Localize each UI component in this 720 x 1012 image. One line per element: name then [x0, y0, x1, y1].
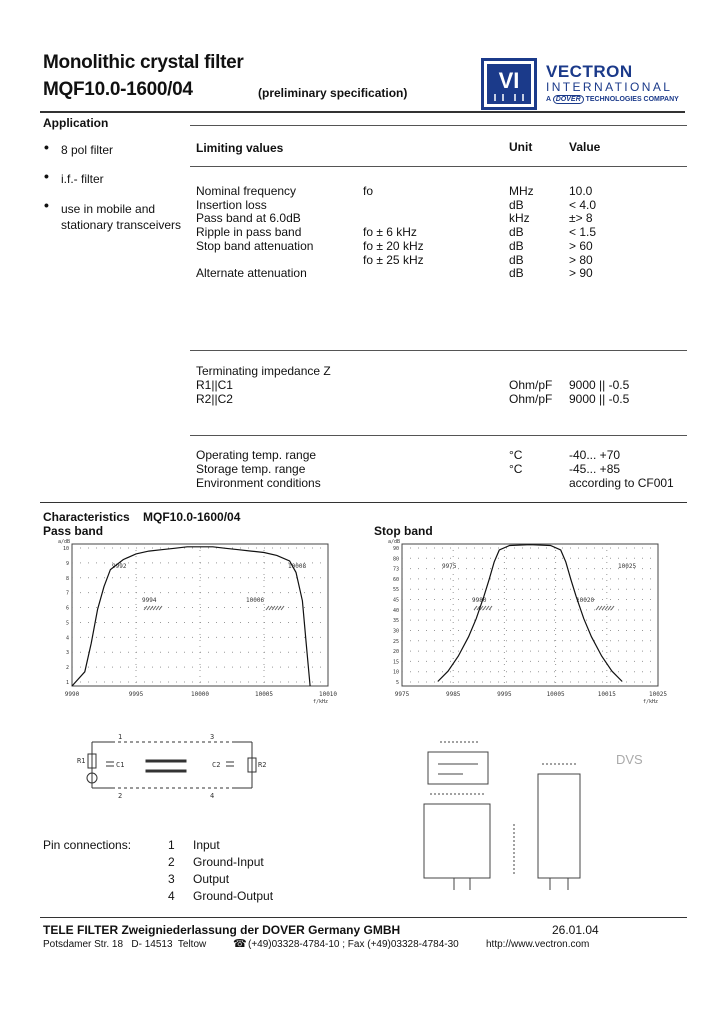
package-drawing [418, 734, 598, 894]
temp-row-0-unit: °C [509, 448, 523, 462]
y-tick-label: 30 [392, 628, 399, 635]
limit-row-cond: fo ± 6 kHz [363, 225, 417, 240]
package-marking: DVS [616, 752, 643, 767]
limits-header-rule [190, 166, 687, 167]
limits-header-value: Value [569, 140, 601, 154]
hatch-stroke [159, 606, 162, 610]
bullet: • [44, 139, 49, 155]
x-tick-label: 9995 [497, 691, 512, 698]
limit-row-name: Alternate attenuation [196, 266, 307, 281]
y-axis-label: a/dB [57, 539, 70, 545]
limit-row-value: < 4.0 [569, 197, 597, 212]
brand-tagline-prefix: A [546, 96, 551, 103]
temp-row-1-name: Storage temp. range [196, 462, 306, 476]
chart-annotation: 10008 [288, 563, 307, 570]
limit-row-unit: kHz [509, 211, 530, 226]
temp-row-0-value: -40... +70 [569, 448, 621, 462]
chart-annotation: 10006 [246, 597, 265, 604]
footer-rule [40, 917, 687, 918]
limit-row-value: < 1.5 [569, 225, 597, 240]
hatch-stroke [156, 606, 159, 610]
impedance-r1-unit: Ohm/pF [509, 378, 553, 392]
brand-tagline-suffix: TECHNOLOGIES COMPANY [585, 96, 679, 103]
hatch-stroke [605, 606, 608, 610]
limit-row-unit: dB [509, 197, 524, 212]
stopband-chart [372, 536, 682, 708]
limit-row-name: Insertion loss [196, 197, 267, 212]
bullet: • [44, 197, 49, 213]
phone-icon: ☎ [233, 938, 247, 950]
response-curve [72, 547, 310, 686]
hatch-stroke [153, 606, 156, 610]
circuit-diagram [72, 732, 272, 798]
limit-row-name: Pass band at 6.0dB [196, 211, 301, 226]
circuit-pin3-label: 3 [210, 733, 215, 741]
application-item: use in mobile and [61, 202, 156, 216]
y-tick-label: 73 [392, 566, 399, 573]
document-title: Monolithic crystal filter [43, 52, 244, 73]
passband-chart [42, 536, 352, 708]
y-tick-label: 5 [395, 680, 399, 686]
package-top-view [428, 752, 488, 784]
y-tick-label: 3 [65, 650, 69, 657]
y-tick-label: 10 [62, 546, 69, 552]
hatch-stroke [596, 606, 599, 610]
header-divider [40, 111, 685, 113]
logo-letters: VI [498, 68, 520, 93]
vectron-logo-mark [481, 58, 537, 110]
circuit-r1-label: R1 [77, 757, 86, 765]
x-tick-label: 9995 [128, 691, 144, 698]
application-item: stationary transceivers [61, 218, 182, 232]
temps-rule [190, 435, 687, 436]
y-tick-label: 90 [392, 546, 399, 552]
y-tick-label: 25 [392, 638, 399, 645]
limit-row-value: > 90 [569, 266, 593, 281]
pin-number: 4 [168, 889, 175, 903]
hatch-stroke [281, 606, 284, 610]
y-tick-label: 9 [65, 560, 69, 567]
y-tick-label: 4 [65, 635, 69, 642]
limit-row-unit: dB [509, 252, 524, 267]
chart-annotation: 9994 [142, 597, 157, 604]
x-tick-label: 9985 [445, 691, 461, 698]
limit-row-cond: fo ± 20 kHz [363, 238, 424, 253]
x-tick-label: 10010 [318, 691, 338, 698]
y-tick-label: 1 [65, 680, 69, 686]
limit-row-name: Ripple in pass band [196, 225, 302, 240]
pin-number: 3 [168, 872, 175, 886]
impedance-r2-value: 9000 || -0.5 [569, 392, 630, 406]
y-tick-label: 35 [392, 618, 399, 625]
limit-row-value: > 60 [569, 238, 593, 253]
chart-annotation: 10025 [618, 563, 637, 570]
y-tick-label: 8 [65, 575, 69, 582]
y-tick-label: 45 [392, 597, 399, 604]
chart-annotation: 9992 [112, 563, 127, 570]
y-tick-label: 6 [65, 605, 69, 612]
vectron-logo [481, 58, 537, 110]
hatch-stroke [275, 606, 278, 610]
characteristics-rule [40, 502, 687, 503]
limit-row-name: Stop band attenuation [196, 238, 314, 253]
x-tick-label: 10005 [546, 691, 565, 698]
limit-row-unit: dB [509, 238, 524, 253]
limit-row-unit: dB [509, 225, 524, 240]
crystal-electrode [146, 760, 186, 762]
x-tick-label: 10000 [190, 691, 210, 698]
limit-row-value: > 80 [569, 252, 593, 267]
part-number: MQF10.0-1600/04 [43, 79, 193, 100]
chart-annotation: 10020 [576, 597, 595, 604]
y-tick-label: 40 [392, 607, 399, 614]
hatch-stroke [611, 606, 614, 610]
limit-row-unit: MHz [509, 184, 534, 198]
y-tick-label: 55 [392, 587, 399, 594]
impedance-r1-name: R1||C1 [196, 378, 233, 392]
x-tick-label: 10015 [597, 691, 616, 698]
y-tick-label: 20 [392, 649, 399, 656]
footer-date: 26.01.04 [552, 923, 599, 937]
preliminary-note: (preliminary specification) [258, 86, 408, 100]
hatch-stroke [266, 606, 269, 610]
temp-row-1-unit: °C [509, 462, 523, 476]
crystal-electrode [146, 770, 186, 772]
limit-row-cond: fo ± 25 kHz [363, 252, 424, 267]
limits-header-unit: Unit [509, 140, 533, 154]
circuit-pin4-label: 4 [210, 792, 215, 798]
x-axis-label: f/kHz [312, 699, 328, 705]
y-axis-label: a/dB [387, 539, 400, 545]
impedance-r1-value: 9000 || -0.5 [569, 378, 630, 392]
hatch-stroke [474, 606, 477, 610]
circuit-pin1-label: 1 [118, 733, 123, 741]
hatch-stroke [269, 606, 272, 610]
hatch-stroke [602, 606, 605, 610]
pin-name: Ground-Output [193, 889, 274, 903]
hatch-stroke [486, 606, 489, 610]
footer-company: TELE FILTER Zweigniederlassung der DOVER Germany GMBH [43, 923, 401, 937]
limit-row-value: ±> 8 [569, 211, 593, 226]
brand-tagline [546, 96, 679, 103]
temp-row-1-value: -45... +85 [569, 462, 621, 476]
pin-number: 1 [168, 838, 175, 852]
tolerance-hatch [474, 606, 614, 610]
brand-name: VECTRON [546, 62, 633, 81]
y-tick-label: 15 [392, 659, 399, 666]
y-tick-label: 7 [65, 590, 69, 597]
x-tick-label: 9990 [64, 691, 80, 698]
application-item: 8 pol filter [61, 143, 114, 157]
x-tick-label: 9975 [394, 691, 410, 698]
pin-connections-title: Pin connections: [43, 838, 132, 852]
impedance-r2-unit: Ohm/pF [509, 392, 553, 406]
limit-row-value: 10.0 [569, 184, 593, 198]
temp-row-2-name: Environment conditions [196, 476, 321, 490]
impedance-title: Terminating impedance Z [196, 364, 331, 378]
limits-header-name: Limiting values [196, 141, 284, 155]
pin-number: 2 [168, 855, 175, 869]
chart-annotation: 9980 [472, 597, 487, 604]
pin-name: Ground-Input [193, 855, 264, 869]
temp-row-2-value: according to CF001 [569, 476, 674, 490]
bullet: • [44, 168, 49, 184]
y-tick-label: 2 [65, 665, 69, 672]
package-side-view [424, 804, 490, 878]
footer-url[interactable]: http://www.vectron.com [486, 939, 590, 950]
footer-address: Potsdamer Str. 18 D- 14513 Teltow [43, 939, 207, 950]
passband-title: Pass band [43, 524, 104, 538]
chart-annotation: 9975 [442, 563, 457, 570]
characteristics-part: MQF10.0-1600/04 [143, 510, 241, 524]
circuit-c1-label: C1 [116, 761, 125, 769]
dover-badge: DOVER [553, 95, 584, 104]
application-title: Application [43, 116, 109, 130]
hatch-stroke [483, 606, 486, 610]
pin-name: Input [193, 838, 220, 852]
x-tick-label: 10005 [254, 691, 274, 698]
x-tick-label: 10025 [648, 691, 668, 698]
y-tick-label: 10 [392, 669, 399, 676]
limit-row-cond: fo [363, 184, 374, 198]
characteristics-label: Characteristics [43, 510, 130, 524]
circuit-r2-label: R2 [258, 761, 267, 769]
stopband-title: Stop band [374, 524, 433, 538]
impedance-rule [190, 350, 687, 351]
application-item: i.f.- filter [61, 172, 104, 186]
temp-row-0-name: Operating temp. range [196, 448, 317, 462]
limit-row-name: Nominal frequency [196, 184, 297, 198]
footer-contact: (+49)03328-4784-10 ; Fax (+49)03328-4784-30 [248, 939, 459, 950]
hatch-stroke [147, 606, 150, 610]
limits-top-rule [190, 125, 687, 126]
package-front-view [538, 774, 580, 878]
pin-name: Output [193, 872, 230, 886]
x-axis-label: f/kHz [642, 699, 658, 705]
impedance-r2-name: R2||C2 [196, 392, 233, 406]
y-tick-label: 5 [65, 620, 69, 627]
y-tick-label: 60 [392, 576, 399, 583]
brand-subtitle: INTERNATIONAL [546, 80, 673, 94]
hatch-stroke [599, 606, 602, 610]
circuit-pin2-label: 2 [118, 792, 123, 798]
circuit-c2-label: C2 [212, 761, 221, 769]
tolerance-hatch [144, 606, 284, 610]
y-tick-label: 80 [392, 556, 399, 563]
limit-row-unit: dB [509, 266, 524, 281]
